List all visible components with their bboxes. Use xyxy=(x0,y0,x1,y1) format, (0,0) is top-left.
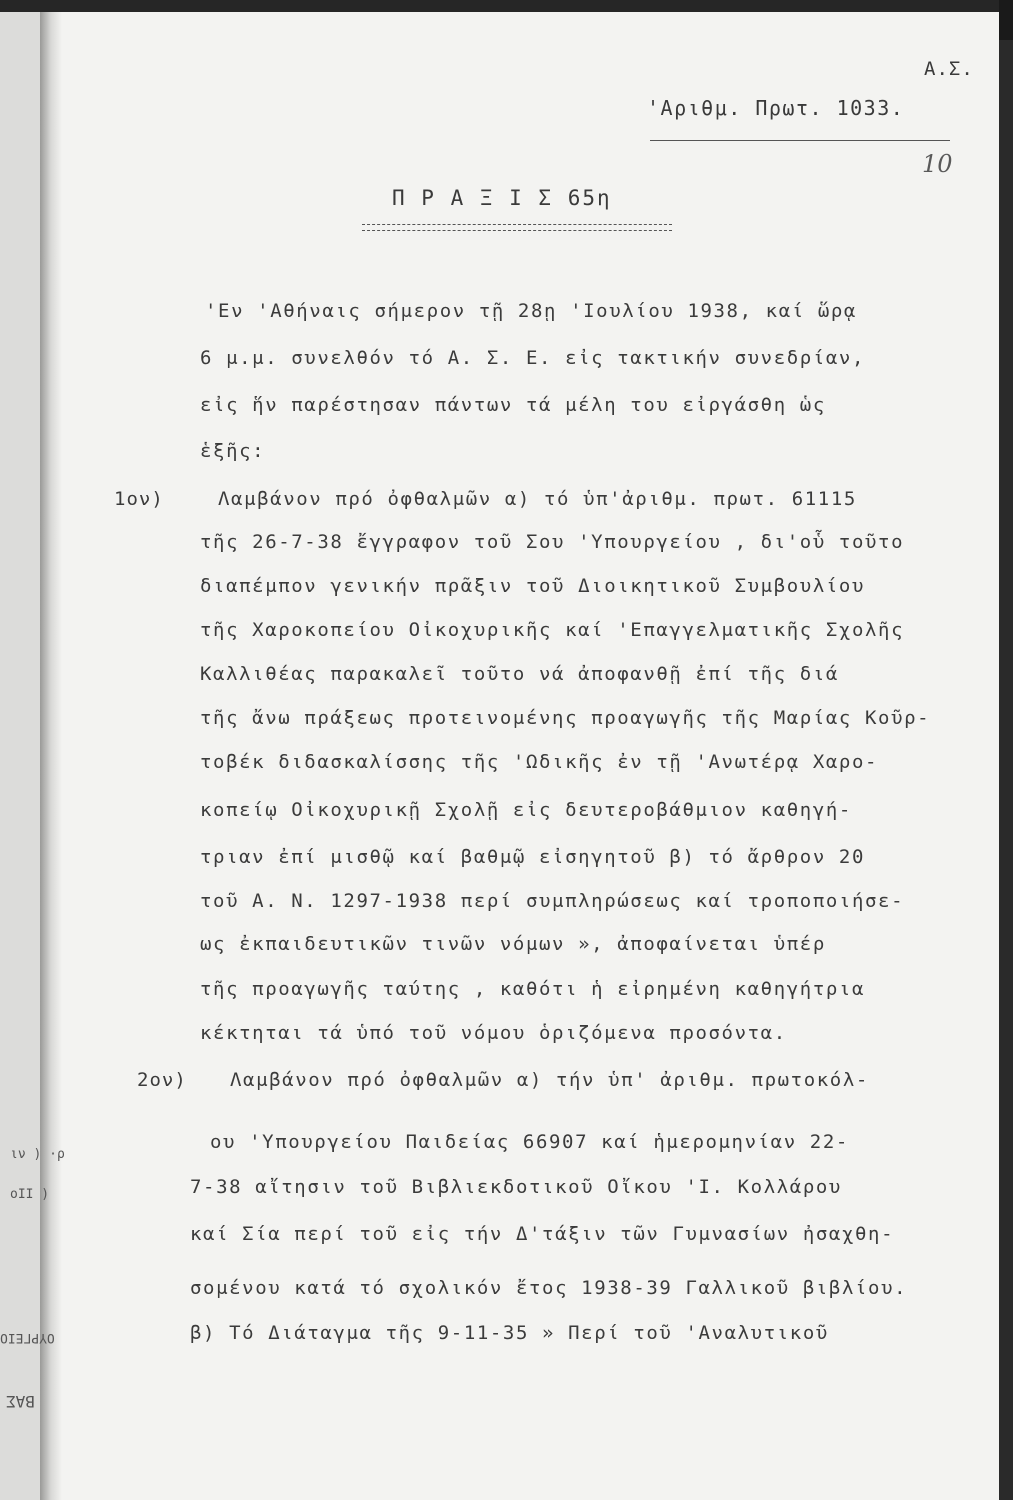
item-line: ου 'Υπουργείου Παιδείας 66907 καί ἡμερομηνίαν 22- xyxy=(210,1131,849,1153)
protocol-underline xyxy=(650,140,950,141)
document-title: Π Ρ Α Ξ Ι Σ 65η xyxy=(392,186,612,210)
scan-right-border xyxy=(999,0,1013,1500)
item-line: διαπέμπον γενικήν πρᾶξιν τοῦ Διοικητικοῦ Συμβουλίου xyxy=(200,575,865,597)
document-page xyxy=(62,12,999,1500)
margin-bracket-1: ιν ) ·ρ xyxy=(10,1147,65,1162)
protocol-number: 'Αριθμ. Πρωτ. 1033. xyxy=(647,96,905,120)
item-line: τῆς Χαροκοπείου Οἰκοχυρικῆς καί 'Επαγγελματικῆς Σχολῆς xyxy=(200,619,905,641)
intro-line: ἑξῆς: xyxy=(200,440,266,462)
margin-bracket-2: οΙΙ ) xyxy=(10,1187,50,1202)
item-line: καί Σία περί τοῦ εἰς τήν Δ'τάξιν τῶν Γυμνασίων ἠσαχθη- xyxy=(190,1223,895,1245)
intro-line: 6 μ.μ. συνελθόν τό Α. Σ. Ε. εἰς τακτικήν συνεδρίαν, xyxy=(200,347,865,369)
scan-top-border xyxy=(0,0,1013,12)
item-line: Λαμβάνον πρό ὀφθαλμῶν α) τήν ὑπ' ἀριθμ. πρωτοκόλ- xyxy=(230,1069,869,1091)
item-line: τῆς 26-7-38 ἔγγραφον τοῦ Σου 'Υπουργείου , δι'οὗ τοῦτο xyxy=(200,531,905,553)
item-line: β) Τό Διάταγμα τῆς 9-11-35 » Περί τοῦ 'Αναλυτικοῦ xyxy=(190,1322,829,1344)
item-line: κοπείῳ Οἰκοχυρικῇ Σχολῇ εἰς δευτεροβάθμιον καθηγή- xyxy=(200,799,852,821)
item-line: τῆς ἄνω πράξεως προτεινομένης προαγωγῆς τῆς Μαρίας Κοῦρ- xyxy=(200,707,931,729)
margin-fragment-ministry: ΟΥΡΓΕΙΟ xyxy=(0,1330,55,1345)
item-number: 1ον) xyxy=(114,488,164,510)
item-number: 2ον) xyxy=(137,1069,187,1091)
item-line: 7-38 αἴτησιν τοῦ Βιβλιεκδοτικοῦ Οἴκου 'Ι. Κολλάρου xyxy=(190,1176,842,1198)
item-line: τῆς προαγωγῆς ταύτης , καθότι ἡ εἰρημένη καθηγήτρια xyxy=(200,978,865,1000)
item-line: τοῦ Α. Ν. 1297-1938 περί συμπληρώσεως καί τροποποιήσε- xyxy=(200,890,905,912)
intro-line: 'Εν 'Αθήναις σήμερον τῇ 28ῃ 'Ιουλίου 1938, καί ὥρᾳ xyxy=(205,300,857,322)
item-line: Καλλιθέας παρακαλεῖ τοῦτο νά ἀποφανθῇ ἐπί τῆς διά xyxy=(200,663,839,685)
handwritten-page-number: 10 xyxy=(922,150,953,178)
margin-fragment-bas: ΒΑΣ xyxy=(6,1392,35,1411)
header-initials: Α.Σ. xyxy=(924,58,974,80)
item-line: σομένου κατά τό σχολικόν ἔτος 1938-39 Γαλλικοῦ βιβλίου. xyxy=(190,1277,908,1299)
title-double-underline xyxy=(362,224,672,231)
item-line: κέκτηται τά ὑπό τοῦ νόμου ὁριζόμενα προσόντα. xyxy=(200,1022,787,1044)
item-line: ως ἐκπαιδευτικῶν τινῶν νόμων », ἀποφαίνεται ὑπέρ xyxy=(200,933,826,955)
item-line: τριαν ἐπί μισθῷ καί βαθμῷ εἰσηγητοῦ β) τό ἄρθρον 20 xyxy=(200,846,865,868)
intro-line: εἰς ἥν παρέστησαν πάντων τά μέλη του εἰργάσθη ὡς xyxy=(200,394,826,416)
item-line: Λαμβάνον πρό ὀφθαλμῶν α) τό ὑπ'ἀριθμ. πρωτ. 61115 xyxy=(218,488,857,510)
binding-shadow xyxy=(40,12,62,1500)
item-line: τοβέκ διδασκαλίσσης τῆς 'Ωδικῆς ἐν τῇ 'Ανωτέρᾳ Χαρο- xyxy=(200,751,879,773)
